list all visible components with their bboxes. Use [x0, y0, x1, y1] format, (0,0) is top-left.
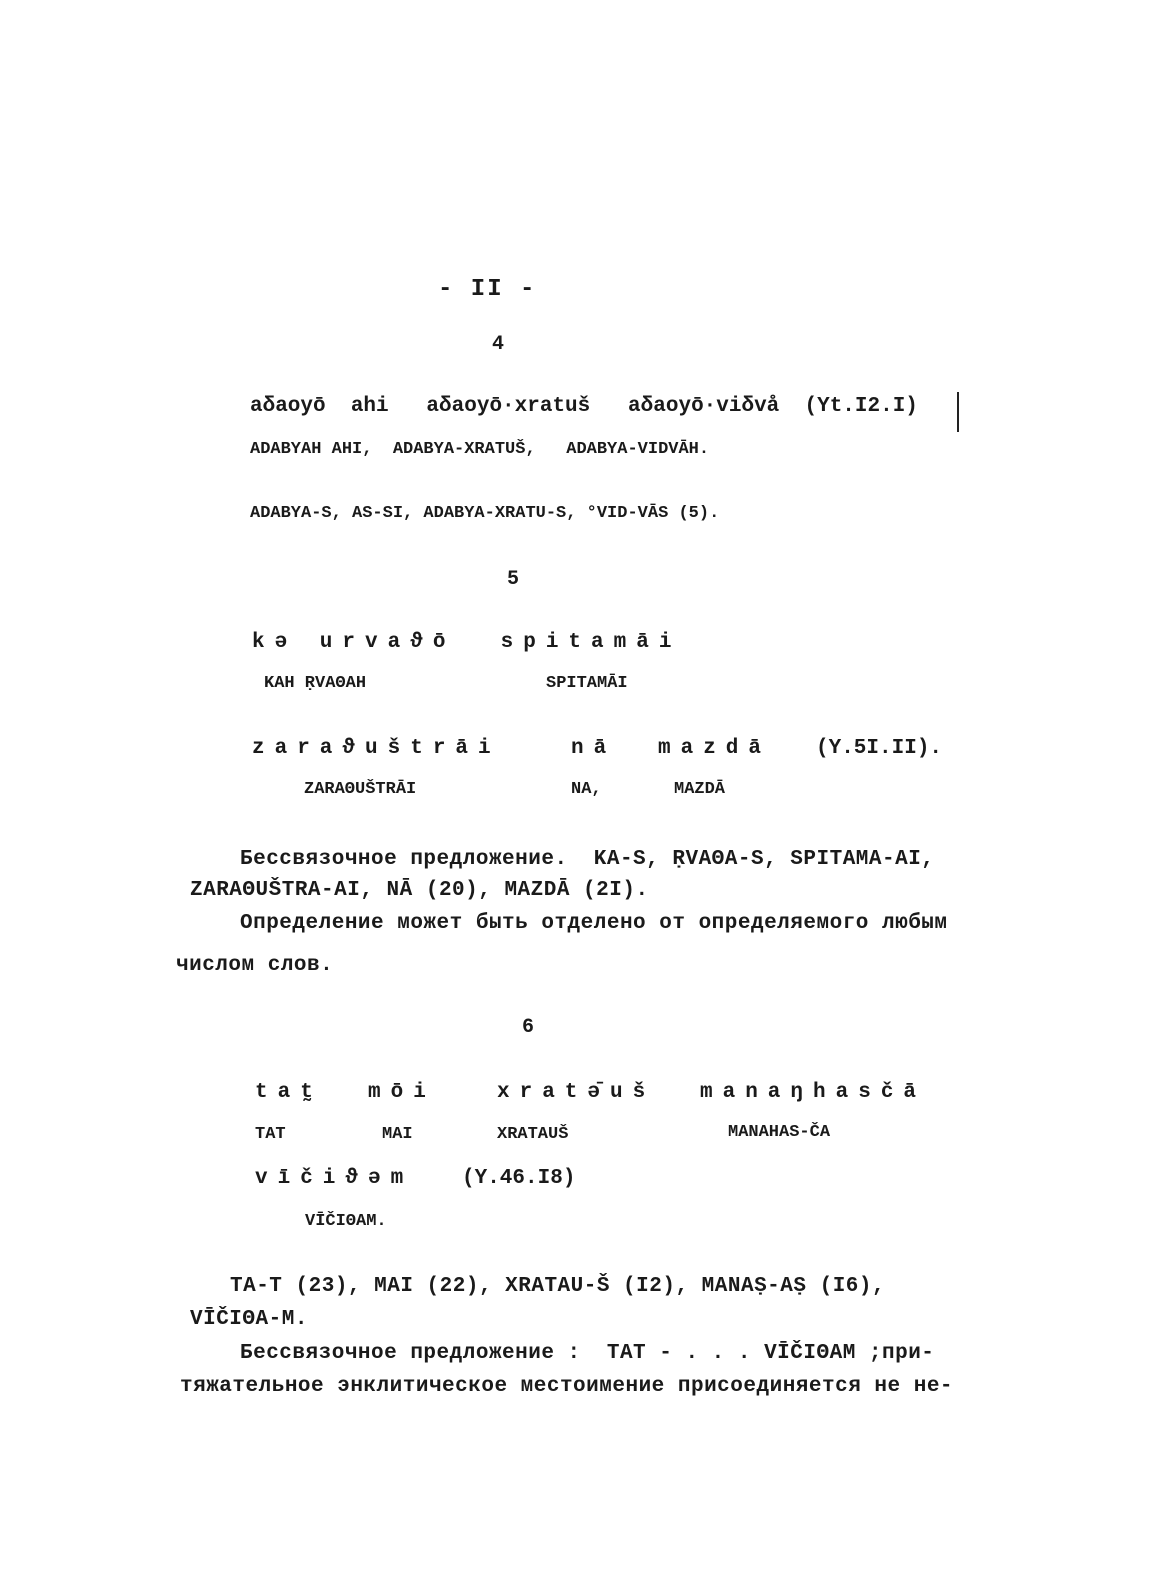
transcription-word: TAT [255, 1125, 286, 1144]
transcription-word: ZARAΘUŠTRĀI [304, 780, 417, 799]
analysis-line: TA-T (23), MAI (22), XRATAU-Š (I2), MANAṢ-AṢ (I6), [230, 1275, 886, 1298]
commentary-line: числом слов. [176, 954, 334, 977]
section-number-6: 6 [522, 1016, 535, 1039]
analysis-line: ADABYA-S, AS-SI, ADABYA-XRATU-S, °VID-VĀS (5). [250, 504, 720, 523]
commentary-line: Бессвязочное предложение. KA-S, ṚVAΘA-S, SPITAMA-AI, [240, 848, 935, 871]
transcription-word: MAI [382, 1125, 413, 1144]
verse-reference: (Y.46.I8) [462, 1167, 576, 1190]
avestan-line: kə urvaϑō spitamāi [252, 631, 682, 654]
section-number-5: 5 [507, 568, 520, 591]
transcription-word: NA, [571, 780, 602, 799]
commentary-line: тяжательное энклитическое местоимение присоединяется не не- [180, 1375, 954, 1398]
transcription-word: KAH ṚVAΘAH [264, 674, 367, 693]
avestan-word: tat̰ [255, 1081, 323, 1104]
transcription-word: VĪČIΘAM. [305, 1212, 387, 1231]
avestan-word: xratə̄uš [497, 1081, 656, 1104]
section-number-4: 4 [492, 333, 505, 356]
avestan-word: mazdā [658, 737, 772, 760]
transcription-word: MANAHAS-ČA [728, 1123, 831, 1142]
transcription-word: SPITAMĀI [546, 674, 628, 693]
avestan-word: mōi [368, 1081, 436, 1104]
transcription-word: XRATAUŠ [497, 1125, 569, 1144]
commentary-line: Бессвязочное предложение : TAT - . . . VĪČIΘAM ;при- [240, 1342, 935, 1365]
analysis-line: VĪČIΘA-M. [190, 1308, 308, 1331]
verse-reference: (Y.5I.II). [816, 737, 943, 760]
page-header: - II - [438, 276, 537, 303]
transcription-word: MAZDĀ [674, 780, 726, 799]
avestan-word: vīčiϑəm [255, 1167, 414, 1190]
commentary-line: Определение может быть отделено от определяемого любым [240, 912, 948, 935]
avestan-word: manaŋhasčā [700, 1081, 927, 1104]
margin-bar [957, 392, 959, 432]
avestan-word: zaraϑuštrāi [252, 737, 501, 760]
commentary-line: ZARAΘUŠTRA-AI, NĀ (20), MAZDĀ (2I). [190, 879, 649, 902]
avestan-line: aδaoyō ahi aδaoyō·xratuš aδaoyō·viδvå (Yt.I2.I) [250, 395, 918, 418]
avestan-word: nā [571, 737, 617, 760]
transcription-line: ADABYAH AHI, ADABYA-XRATUŠ, ADABYA-VIDVĀH. [250, 440, 710, 459]
